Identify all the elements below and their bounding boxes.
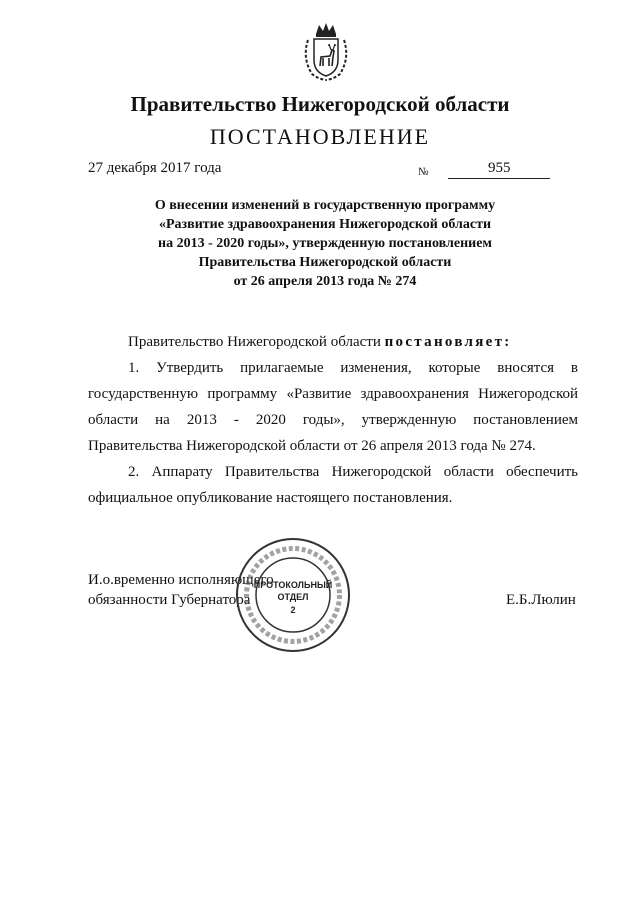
item1-line: государственную программу «Развитие здравоохранения Нижегородской [88, 386, 578, 402]
signatory-title-line: обязанности Губернатора [88, 592, 251, 608]
number-sign: № [418, 166, 429, 178]
coat-of-arms-icon [300, 22, 352, 82]
intro-verb: постановляет: [384, 334, 512, 350]
item1-line: области на 2013 - 2020 годы», утвержденную постановлением [88, 412, 578, 428]
heading-line: на 2013 - 2020 годы», утвержденную постановлением [158, 236, 492, 251]
item1-last-line: Правительства Нижегородской области от 26 апреля 2013 года № 274. [88, 438, 536, 454]
official-stamp [234, 536, 352, 654]
number-value: 955 [448, 160, 550, 179]
document-heading [120, 196, 530, 291]
intro-paragraph [128, 329, 512, 355]
stamp-text-line: ОТДЕЛ [277, 592, 309, 602]
stamp-text-line: 2 [290, 605, 296, 615]
stamp-text-line: ПРОТОКОЛЬНЫЙ [253, 580, 333, 590]
heading-line: О внесении изменений в государственную программу [154, 198, 496, 213]
signatory-title-line: И.о.временно исполняющего [88, 572, 274, 588]
document-number [418, 160, 550, 179]
heading-line: «Развитие здравоохранения Нижегородской области [158, 217, 492, 232]
item2-line: 2. Аппарату Правительства Нижегородской области обеспечить [128, 464, 578, 480]
signatory-name: Е.Б.Люлин [506, 592, 576, 608]
organization-title: Правительство Нижегородской области [130, 92, 510, 116]
heading-line: от 26 апреля 2013 года № 274 [233, 274, 417, 289]
intro-lead: Правительство Нижегородской области [128, 334, 381, 350]
heading-line: Правительства Нижегородской области [198, 255, 452, 270]
document-date: 27 декабря 2017 года [88, 160, 222, 176]
item1-line: 1. Утвердить прилагаемые изменения, которые вносятся в [128, 360, 578, 376]
document-type: ПОСТАНОВЛЕНИЕ [209, 124, 431, 149]
item2-last-line: официальное опубликование настоящего постановления. [88, 490, 453, 506]
